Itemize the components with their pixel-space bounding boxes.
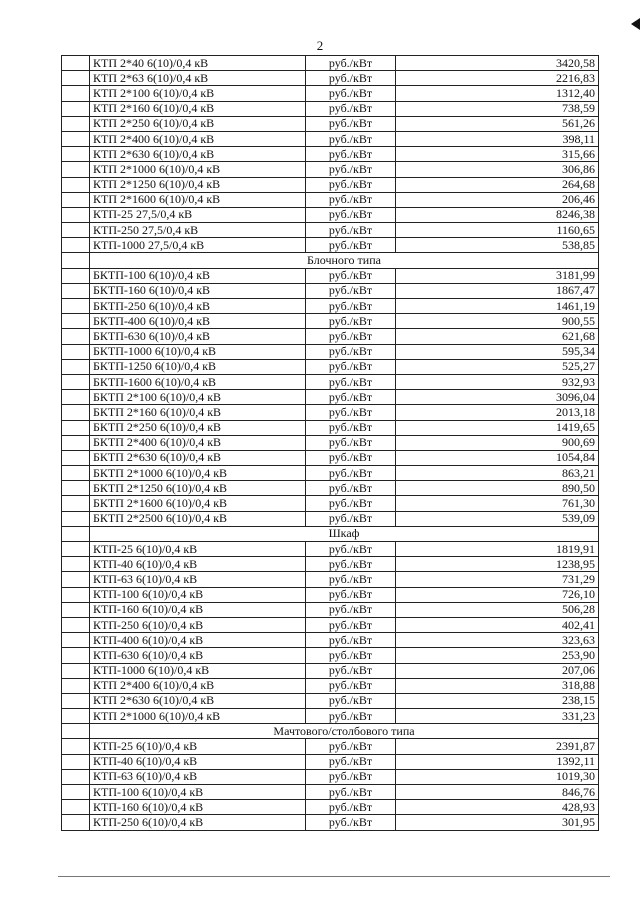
empty-cell [62, 542, 90, 557]
corner-mark [631, 18, 640, 30]
price-value: 2391,87 [396, 739, 599, 754]
unit-cell: руб./кВт [306, 192, 396, 207]
unit-cell: руб./кВт [306, 754, 396, 769]
empty-cell [62, 663, 90, 678]
price-value: 402,41 [396, 617, 599, 632]
unit-cell: руб./кВт [306, 617, 396, 632]
empty-cell [62, 329, 90, 344]
unit-cell: руб./кВт [306, 71, 396, 86]
empty-cell [62, 238, 90, 253]
unit-cell: руб./кВт [306, 86, 396, 101]
table-row [62, 709, 599, 724]
unit-cell: руб./кВт [306, 283, 396, 298]
empty-cell [62, 420, 90, 435]
table-row [62, 374, 599, 389]
price-value: 761,30 [396, 496, 599, 511]
table-row [62, 815, 599, 830]
substation-name: БКТП 2*1600 6(10)/0,4 кВ [90, 496, 306, 511]
price-value: 1461,19 [396, 299, 599, 314]
empty-cell [62, 177, 90, 192]
empty-cell [62, 800, 90, 815]
table-row [62, 663, 599, 678]
price-value: 506,28 [396, 602, 599, 617]
empty-cell [62, 602, 90, 617]
empty-cell [62, 162, 90, 177]
unit-cell: руб./кВт [306, 466, 396, 481]
substation-name: БКТП-100 6(10)/0,4 кВ [90, 268, 306, 283]
empty-cell [62, 207, 90, 222]
empty-cell [62, 192, 90, 207]
substation-name: КТП 2*1600 6(10)/0,4 кВ [90, 192, 306, 207]
price-value: 738,59 [396, 101, 599, 116]
unit-cell: руб./кВт [306, 769, 396, 784]
price-value: 428,93 [396, 800, 599, 815]
substation-name: БКТП 2*100 6(10)/0,4 кВ [90, 390, 306, 405]
page-number: 2 [316, 38, 324, 53]
unit-cell: руб./кВт [306, 602, 396, 617]
empty-cell [62, 481, 90, 496]
unit-cell: руб./кВт [306, 435, 396, 450]
unit-cell: руб./кВт [306, 314, 396, 329]
price-value: 846,76 [396, 785, 599, 800]
empty-cell [62, 147, 90, 162]
table-row [62, 481, 599, 496]
unit-cell: руб./кВт [306, 131, 396, 146]
price-value: 1819,91 [396, 542, 599, 557]
price-value: 2013,18 [396, 405, 599, 420]
section-row [62, 724, 599, 739]
substation-name: КТП 2*1250 6(10)/0,4 кВ [90, 177, 306, 192]
substation-name: КТП-1000 6(10)/0,4 кВ [90, 663, 306, 678]
price-value: 323,63 [396, 633, 599, 648]
substation-name: БКТП-160 6(10)/0,4 кВ [90, 283, 306, 298]
table-row [62, 648, 599, 663]
unit-cell: руб./кВт [306, 800, 396, 815]
unit-cell: руб./кВт [306, 511, 396, 526]
table-row [62, 572, 599, 587]
price-value: 1312,40 [396, 86, 599, 101]
substation-name: КТП-25 6(10)/0,4 кВ [90, 739, 306, 754]
table-row [62, 71, 599, 86]
substation-name: КТП-250 6(10)/0,4 кВ [90, 617, 306, 632]
price-value: 1054,84 [396, 450, 599, 465]
price-value: 318,88 [396, 678, 599, 693]
empty-cell [62, 223, 90, 238]
price-value: 538,85 [396, 238, 599, 253]
table-row [62, 405, 599, 420]
empty-cell [62, 390, 90, 405]
price-value: 595,34 [396, 344, 599, 359]
unit-cell: руб./кВт [306, 268, 396, 283]
substation-name: БКТП 2*1250 6(10)/0,4 кВ [90, 481, 306, 496]
price-value: 1867,47 [396, 283, 599, 298]
unit-cell: руб./кВт [306, 815, 396, 830]
empty-cell [62, 71, 90, 86]
table-row [62, 466, 599, 481]
substation-name: КТП 2*400 6(10)/0,4 кВ [90, 131, 306, 146]
table-row [62, 450, 599, 465]
table-row [62, 131, 599, 146]
price-value: 731,29 [396, 572, 599, 587]
table-row [62, 283, 599, 298]
empty-cell [62, 693, 90, 708]
section-title: Мачтового/столбового типа [90, 724, 599, 739]
empty-cell [62, 557, 90, 572]
price-value: 253,90 [396, 648, 599, 663]
empty-cell [62, 268, 90, 283]
substation-name: БКТП 2*250 6(10)/0,4 кВ [90, 420, 306, 435]
empty-cell [62, 374, 90, 389]
empty-cell [62, 314, 90, 329]
table-row [62, 800, 599, 815]
empty-cell [62, 253, 90, 268]
substation-name: КТП 2*100 6(10)/0,4 кВ [90, 86, 306, 101]
empty-cell [62, 617, 90, 632]
substation-name: БКТП-250 6(10)/0,4 кВ [90, 299, 306, 314]
unit-cell: руб./кВт [306, 587, 396, 602]
table-row [62, 557, 599, 572]
unit-cell: руб./кВт [306, 557, 396, 572]
unit-cell: руб./кВт [306, 663, 396, 678]
substation-name: КТП-25 6(10)/0,4 кВ [90, 542, 306, 557]
unit-cell: руб./кВт [306, 116, 396, 131]
price-value: 301,95 [396, 815, 599, 830]
empty-cell [62, 526, 90, 541]
unit-cell: руб./кВт [306, 147, 396, 162]
empty-cell [62, 785, 90, 800]
unit-cell: руб./кВт [306, 329, 396, 344]
price-value: 726,10 [396, 587, 599, 602]
empty-cell [62, 587, 90, 602]
unit-cell: руб./кВт [306, 177, 396, 192]
table-row [62, 390, 599, 405]
substation-name: БКТП-630 6(10)/0,4 кВ [90, 329, 306, 344]
unit-cell: руб./кВт [306, 359, 396, 374]
price-value: 1392,11 [396, 754, 599, 769]
empty-cell [62, 633, 90, 648]
unit-cell: руб./кВт [306, 390, 396, 405]
price-value: 1160,65 [396, 223, 599, 238]
empty-cell [62, 724, 90, 739]
empty-cell [62, 496, 90, 511]
unit-cell: руб./кВт [306, 693, 396, 708]
price-value: 561,26 [396, 116, 599, 131]
empty-cell [62, 648, 90, 663]
unit-cell: руб./кВт [306, 405, 396, 420]
substation-name: КТП 2*1000 6(10)/0,4 кВ [90, 162, 306, 177]
price-value: 1419,65 [396, 420, 599, 435]
price-value: 264,68 [396, 177, 599, 192]
section-row [62, 526, 599, 541]
table-row [62, 633, 599, 648]
substation-name: БКТП 2*160 6(10)/0,4 кВ [90, 405, 306, 420]
price-value: 1238,95 [396, 557, 599, 572]
empty-cell [62, 678, 90, 693]
table-row [62, 101, 599, 116]
table-row [62, 56, 599, 71]
table-row [62, 344, 599, 359]
unit-cell: руб./кВт [306, 374, 396, 389]
price-value: 525,27 [396, 359, 599, 374]
price-value: 315,66 [396, 147, 599, 162]
substation-name: БКТП 2*630 6(10)/0,4 кВ [90, 450, 306, 465]
price-value: 900,55 [396, 314, 599, 329]
unit-cell: руб./кВт [306, 785, 396, 800]
price-value: 890,50 [396, 481, 599, 496]
unit-cell: руб./кВт [306, 238, 396, 253]
table-row [62, 785, 599, 800]
table-row [62, 769, 599, 784]
unit-cell: руб./кВт [306, 633, 396, 648]
substation-name: КТП-1000 27,5/0,4 кВ [90, 238, 306, 253]
empty-cell [62, 435, 90, 450]
empty-cell [62, 56, 90, 71]
table-row [62, 268, 599, 283]
substation-name: БКТП-400 6(10)/0,4 кВ [90, 314, 306, 329]
substation-name: КТП-40 6(10)/0,4 кВ [90, 557, 306, 572]
substation-name: КТП-100 6(10)/0,4 кВ [90, 785, 306, 800]
table-row [62, 207, 599, 222]
substation-name: КТП-63 6(10)/0,4 кВ [90, 572, 306, 587]
unit-cell: руб./кВт [306, 223, 396, 238]
price-value: 2216,83 [396, 71, 599, 86]
price-value: 3096,04 [396, 390, 599, 405]
price-value: 539,09 [396, 511, 599, 526]
price-value: 863,21 [396, 466, 599, 481]
empty-cell [62, 466, 90, 481]
empty-cell [62, 101, 90, 116]
substation-name: КТП 2*630 6(10)/0,4 кВ [90, 147, 306, 162]
substation-name: КТП 2*400 6(10)/0,4 кВ [90, 678, 306, 693]
substation-name: КТП 2*40 6(10)/0,4 кВ [90, 56, 306, 71]
unit-cell: руб./кВт [306, 739, 396, 754]
table-row [62, 162, 599, 177]
substation-name: КТП-630 6(10)/0,4 кВ [90, 648, 306, 663]
substation-name: КТП-25 27,5/0,4 кВ [90, 207, 306, 222]
unit-cell: руб./кВт [306, 572, 396, 587]
empty-cell [62, 359, 90, 374]
table-row [62, 238, 599, 253]
empty-cell [62, 769, 90, 784]
empty-cell [62, 299, 90, 314]
unit-cell: руб./кВт [306, 101, 396, 116]
substation-name: БКТП-1600 6(10)/0,4 кВ [90, 374, 306, 389]
unit-cell: руб./кВт [306, 450, 396, 465]
table-row [62, 693, 599, 708]
unit-cell: руб./кВт [306, 207, 396, 222]
unit-cell: руб./кВт [306, 299, 396, 314]
substation-name: КТП-250 6(10)/0,4 кВ [90, 815, 306, 830]
substation-name: КТП 2*250 6(10)/0,4 кВ [90, 116, 306, 131]
unit-cell: руб./кВт [306, 162, 396, 177]
table-row [62, 147, 599, 162]
empty-cell [62, 131, 90, 146]
empty-cell [62, 116, 90, 131]
table-row [62, 299, 599, 314]
unit-cell: руб./кВт [306, 56, 396, 71]
price-value: 306,86 [396, 162, 599, 177]
table-row [62, 511, 599, 526]
table-row [62, 435, 599, 450]
unit-cell: руб./кВт [306, 420, 396, 435]
unit-cell: руб./кВт [306, 709, 396, 724]
table-row [62, 496, 599, 511]
section-row [62, 253, 599, 268]
substation-name: БКТП 2*1000 6(10)/0,4 кВ [90, 466, 306, 481]
substation-name: КТП-160 6(10)/0,4 кВ [90, 602, 306, 617]
empty-cell [62, 709, 90, 724]
substation-name: КТП-100 6(10)/0,4 кВ [90, 587, 306, 602]
table-row [62, 192, 599, 207]
substation-name: КТП-40 6(10)/0,4 кВ [90, 754, 306, 769]
substation-name: БКТП 2*400 6(10)/0,4 кВ [90, 435, 306, 450]
price-value: 238,15 [396, 693, 599, 708]
price-value: 932,93 [396, 374, 599, 389]
tariff-table [61, 55, 599, 831]
table-row [62, 420, 599, 435]
table-row [62, 177, 599, 192]
unit-cell: руб./кВт [306, 678, 396, 693]
substation-name: БКТП-1250 6(10)/0,4 кВ [90, 359, 306, 374]
empty-cell [62, 815, 90, 830]
table-row [62, 359, 599, 374]
price-value: 1019,30 [396, 769, 599, 784]
empty-cell [62, 739, 90, 754]
price-value: 331,23 [396, 709, 599, 724]
empty-cell [62, 511, 90, 526]
empty-cell [62, 344, 90, 359]
price-value: 621,68 [396, 329, 599, 344]
price-value: 3420,58 [396, 56, 599, 71]
substation-name: КТП-160 6(10)/0,4 кВ [90, 800, 306, 815]
empty-cell [62, 405, 90, 420]
table-row [62, 116, 599, 131]
empty-cell [62, 450, 90, 465]
substation-name: КТП 2*160 6(10)/0,4 кВ [90, 101, 306, 116]
table-row [62, 542, 599, 557]
page-bottom-rule [58, 876, 610, 877]
price-value: 3181,99 [396, 268, 599, 283]
substation-name: БКТП-1000 6(10)/0,4 кВ [90, 344, 306, 359]
substation-name: КТП-250 27,5/0,4 кВ [90, 223, 306, 238]
substation-name: КТП 2*630 6(10)/0,4 кВ [90, 693, 306, 708]
substation-name: КТП-400 6(10)/0,4 кВ [90, 633, 306, 648]
price-value: 900,69 [396, 435, 599, 450]
unit-cell: руб./кВт [306, 344, 396, 359]
substation-name: КТП 2*1000 6(10)/0,4 кВ [90, 709, 306, 724]
table-row [62, 678, 599, 693]
empty-cell [62, 86, 90, 101]
substation-name: КТП-63 6(10)/0,4 кВ [90, 769, 306, 784]
substation-name: БКТП 2*2500 6(10)/0,4 кВ [90, 511, 306, 526]
price-value: 398,11 [396, 131, 599, 146]
unit-cell: руб./кВт [306, 542, 396, 557]
table-row [62, 329, 599, 344]
price-value: 8246,38 [396, 207, 599, 222]
table-row [62, 602, 599, 617]
unit-cell: руб./кВт [306, 496, 396, 511]
section-title: Блочного типа [90, 253, 599, 268]
unit-cell: руб./кВт [306, 481, 396, 496]
table-row [62, 86, 599, 101]
empty-cell [62, 572, 90, 587]
table-row [62, 314, 599, 329]
price-value: 206,46 [396, 192, 599, 207]
empty-cell [62, 754, 90, 769]
table-row [62, 587, 599, 602]
unit-cell: руб./кВт [306, 648, 396, 663]
table-row [62, 223, 599, 238]
table-row [62, 754, 599, 769]
section-title: Шкаф [90, 526, 599, 541]
empty-cell [62, 283, 90, 298]
table-row [62, 739, 599, 754]
table-row [62, 617, 599, 632]
substation-name: КТП 2*63 6(10)/0,4 кВ [90, 71, 306, 86]
price-value: 207,06 [396, 663, 599, 678]
